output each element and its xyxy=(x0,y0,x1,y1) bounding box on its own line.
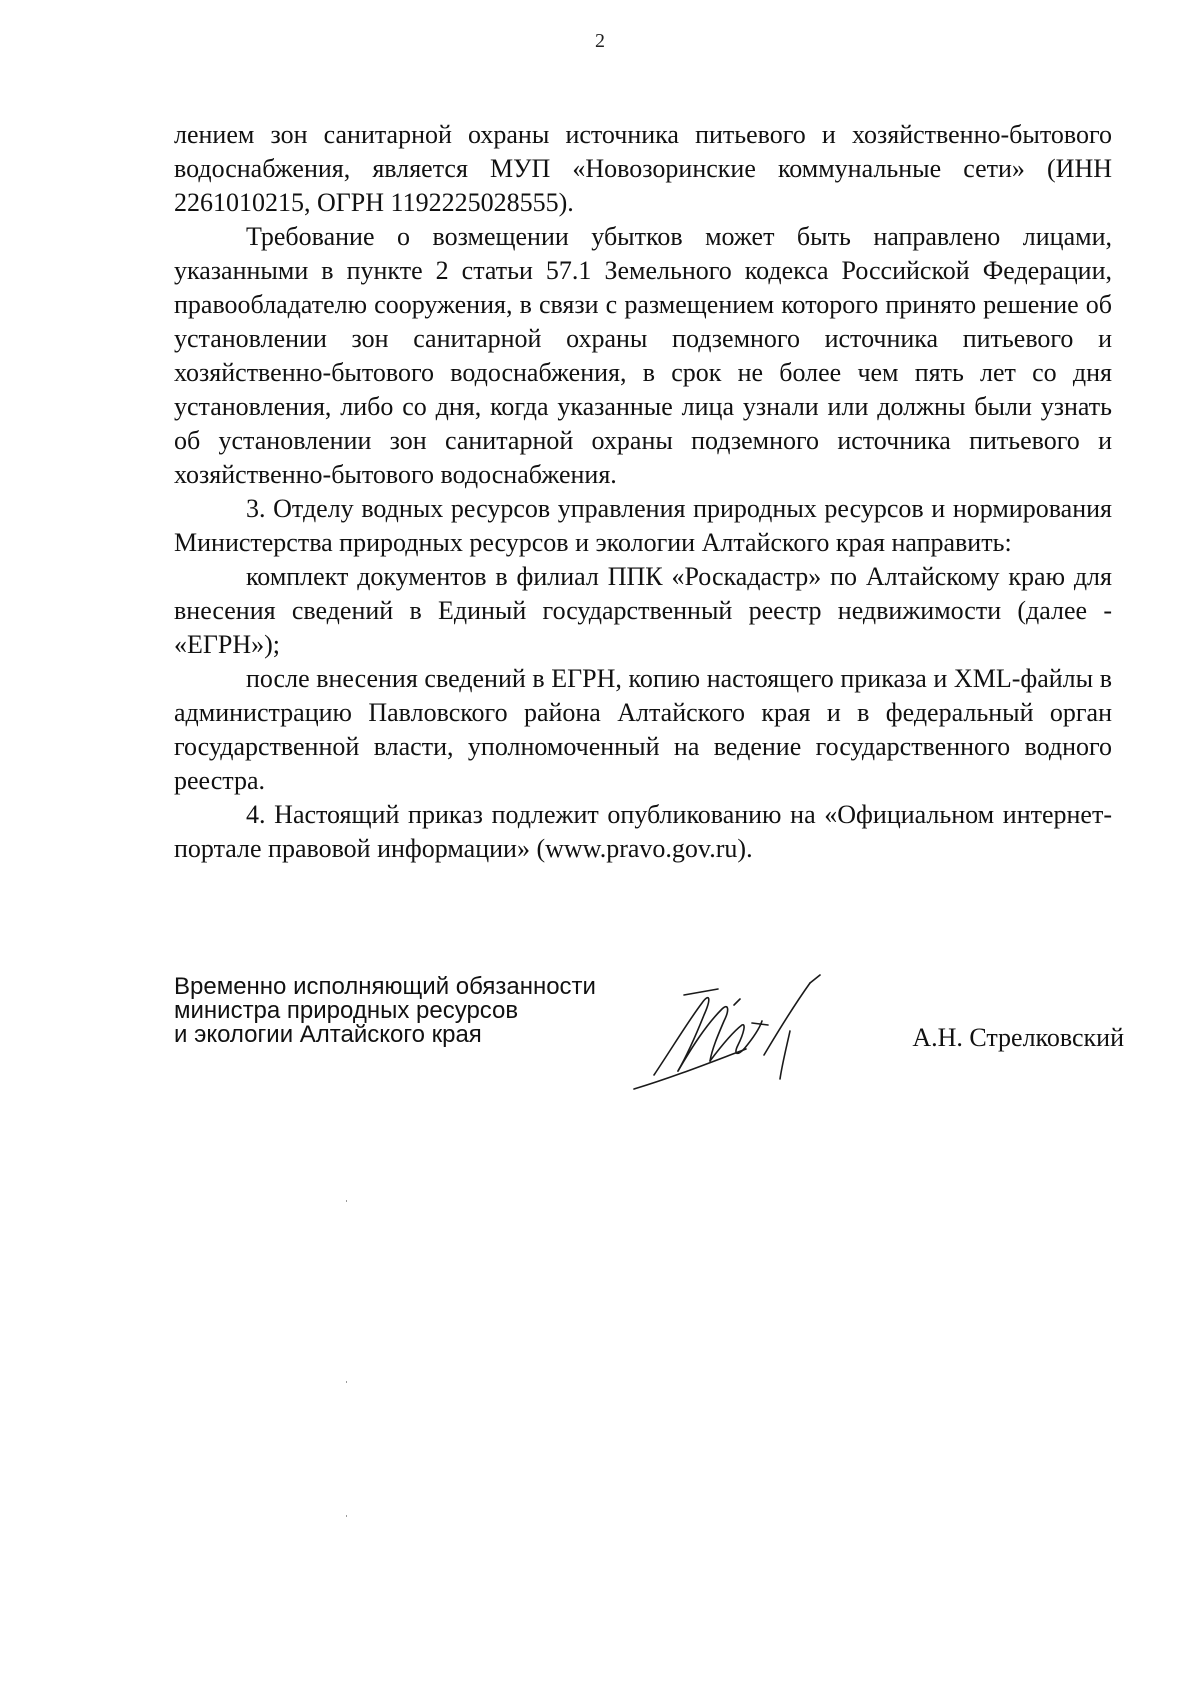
paragraph-continuation: лением зон санитарной охраны источника питьевого и хозяйственно-бытового водоснабжения, является МУП «Новозоринские коммунальные сети» (ИНН 2261010215, ОГРН 1192225028555). xyxy=(174,120,1112,217)
scan-artifact xyxy=(346,1515,347,1517)
paragraph-item-3-documents: комплект документов в филиал ППК «Роскадастр» по Алтайскому краю для внесения сведений в Единый государственный реестр недвижимости (далее - «ЕГРН»); xyxy=(174,562,1112,659)
signer-position-line: министра природных ресурсов xyxy=(174,997,519,1024)
page-number: 2 xyxy=(595,30,605,52)
signer-position xyxy=(174,975,596,1047)
handwritten-signature xyxy=(614,965,834,1095)
paragraph-item-3-copy: после внесения сведений в ЕГРН, копию настоящего приказа и XML-файлы в администрацию Павловского района Алтайского края и в федеральный орган государственной власти, уполномоченный на ведение государственного водного реестра. xyxy=(174,664,1112,795)
scan-artifact xyxy=(346,1200,347,1202)
paragraph-item-4: 4. Настоящий приказ подлежит опубликованию на «Официальном интернет-портале правовой информации» (www.pravo.gov.ru). xyxy=(174,800,1112,863)
paragraph-damages-claim: Требование о возмещении убытков может быть направлено лицами, указанными в пункте 2 статьи 57.1 Земельного кодекса Российской Федерации, правообладателю сооружения, в связи с размещением которого принято решение об установлении зон санитарной охраны подземного источника питьевого и хозяйственно-бытового водоснабжения, в срок не более чем пять лет со дня установления, либо со дня, когда указанные лица узнали или должны были узнать об установлении зон санитарной охраны подземного источника питьевого и хозяйственно-бытового водоснабжения. xyxy=(174,222,1112,489)
signer-position-line: Временно исполняющий обязанности xyxy=(174,973,596,1000)
document-body xyxy=(174,118,1112,866)
signature-block xyxy=(174,975,1124,1105)
signer-position-line: и экологии Алтайского края xyxy=(174,1021,482,1048)
signer-name: А.Н. Стрелковский xyxy=(912,1023,1124,1052)
paragraph-item-3: 3. Отделу водных ресурсов управления природных ресурсов и нормирования Министерства природных ресурсов и экологии Алтайского края направить: xyxy=(174,494,1112,557)
scan-artifact xyxy=(346,1381,347,1383)
